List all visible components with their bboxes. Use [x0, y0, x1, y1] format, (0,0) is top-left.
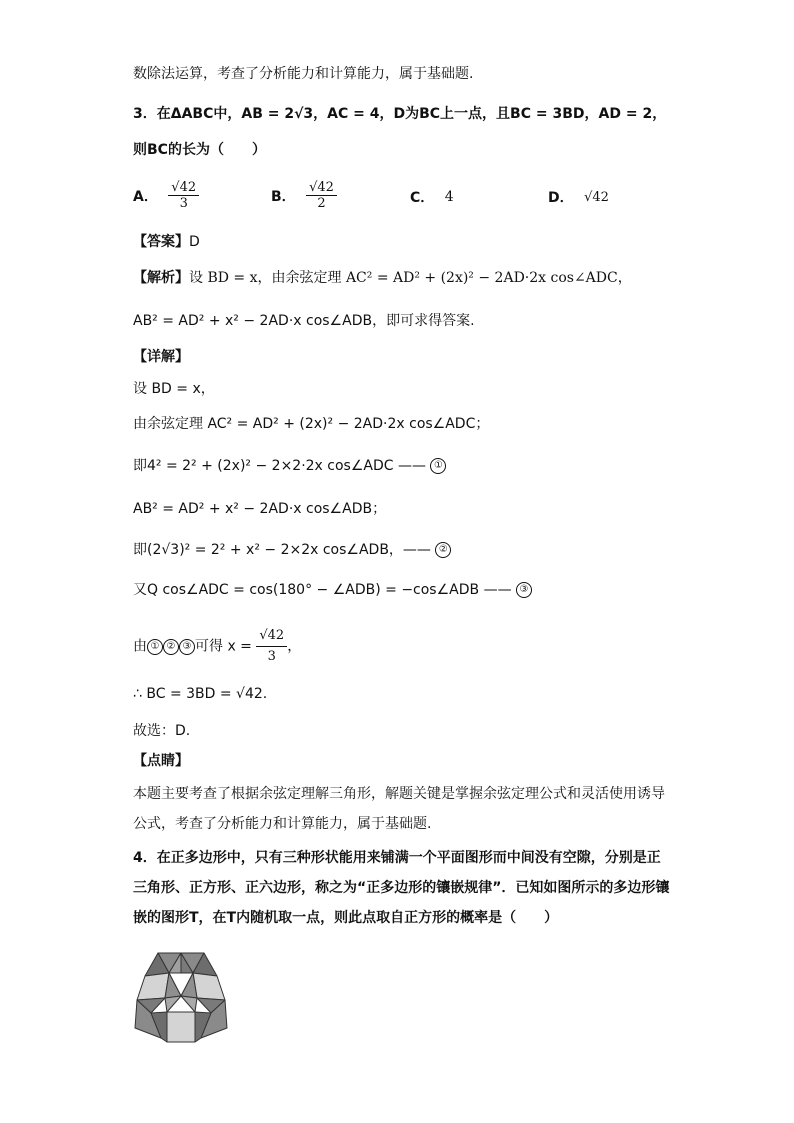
circled-2: ② [435, 542, 451, 558]
analysis-line-2: AB² = AD² + x² − 2AD·x cos∠ADB，即可求得答案. [133, 313, 475, 329]
option-a-label: A． [133, 188, 158, 205]
answer-tag: 【答案】 [133, 234, 189, 250]
detail-7-denominator: 3 [267, 649, 276, 664]
detail-3-text: 即4² = 2² + (2x)² − 2×2·2x cos∠ADC —— [133, 458, 426, 474]
option-b-fraction [306, 180, 337, 211]
option-c-value: 4 [444, 189, 454, 205]
circled-3b: ③ [179, 639, 195, 655]
option-d [548, 187, 609, 207]
option-c [410, 187, 454, 207]
circled-2b: ② [163, 639, 179, 655]
question-4-line-3: 嵌的图形T，在T内随机取一点，则此点取自正方形的概率是（ ） [133, 910, 559, 926]
tile-square-right [193, 973, 225, 1000]
tile-bottom-square [167, 1012, 195, 1042]
question-3-stem-cont: 则BC的长为（ ） [133, 142, 266, 158]
comment-tag: 【点睛】 [133, 753, 189, 769]
answer-value: D [189, 234, 200, 250]
analysis-text: 设 BD = x，由余弦定理 AC² = AD² + (2x)² − 2AD·2x cos∠ADC， [189, 270, 632, 286]
comment-2: 公式，考查了分析能力和计算能力，属于基础题. [133, 816, 432, 832]
option-d-label: D． [548, 190, 574, 206]
detail-7-text: 可得 x = [195, 638, 252, 655]
detail-7-numerator: √42 [256, 626, 287, 647]
comment-1: 本题主要考查了根据余弦定理解三角形，解题关键是掌握余弦定理公式和灵活使用诱导 [133, 786, 665, 802]
option-b-label: B． [271, 188, 296, 205]
detail-7-fraction [256, 626, 287, 667]
text-line-1: 数除法运算，考查了分析能力和计算能力，属于基础题. [133, 66, 474, 82]
circled-1: ① [430, 458, 446, 474]
question-3-stem: 3．在ΔABC中，AB = 2√3，AC = 4，D为BC上一点，且BC = 3BD，AD = 2， [133, 106, 667, 122]
detail-1: 设 BD = x， [133, 381, 215, 397]
detail-tag: 【详解】 [133, 349, 189, 365]
detail-9: 故选：D. [133, 723, 191, 739]
tile-square-left [137, 973, 169, 1000]
detail-7-end: ， [287, 638, 302, 655]
detail-7 [133, 626, 301, 667]
option-c-label: C． [410, 190, 435, 206]
option-b-denominator: 2 [317, 196, 326, 211]
option-b [271, 180, 337, 211]
detail-7-prefix: 由 [133, 638, 147, 655]
detail-8: ∴ BC = 3BD = √42. [133, 686, 268, 702]
detail-3 [133, 456, 446, 476]
circled-3: ③ [516, 582, 532, 598]
tile-mid-cl [165, 996, 181, 1012]
analysis-tag: 【解析】 [133, 270, 189, 286]
question-4-line-1: 4．在正多边形中，只有三种形状能用来铺满一个平面图形而中间没有空隙，分别是正 [133, 850, 661, 866]
detail-6 [133, 580, 532, 600]
option-a-denominator: 3 [179, 196, 188, 211]
option-a [133, 180, 199, 211]
detail-6-text: 又Q cos∠ADC = cos(180° − ∠ADB) = −cos∠ADB —— [133, 582, 512, 598]
option-b-numerator: √42 [306, 180, 337, 196]
detail-4: AB² = AD² + x² − 2AD·x cos∠ADB； [133, 501, 387, 517]
tile-mid-cr [181, 996, 197, 1012]
answer-line [133, 232, 200, 252]
detail-2: 由余弦定理 AC² = AD² + (2x)² − 2AD·2x cos∠ADC； [133, 416, 490, 432]
question-4-line-2: 三角形、正方形、正六边形，称之为“正多边形的镶嵌规律”．已知如图所示的多边形镶 [133, 880, 670, 896]
option-a-fraction [168, 180, 199, 211]
tessellation-figure [131, 948, 231, 1048]
detail-5-text: 即(2√3)² = 2² + x² − 2×2x cos∠ADB，—— [133, 542, 431, 558]
circled-1b: ① [147, 639, 163, 655]
analysis-line [133, 268, 632, 288]
detail-5 [133, 540, 451, 560]
option-a-numerator: √42 [168, 180, 199, 196]
option-d-value: √42 [584, 190, 609, 205]
